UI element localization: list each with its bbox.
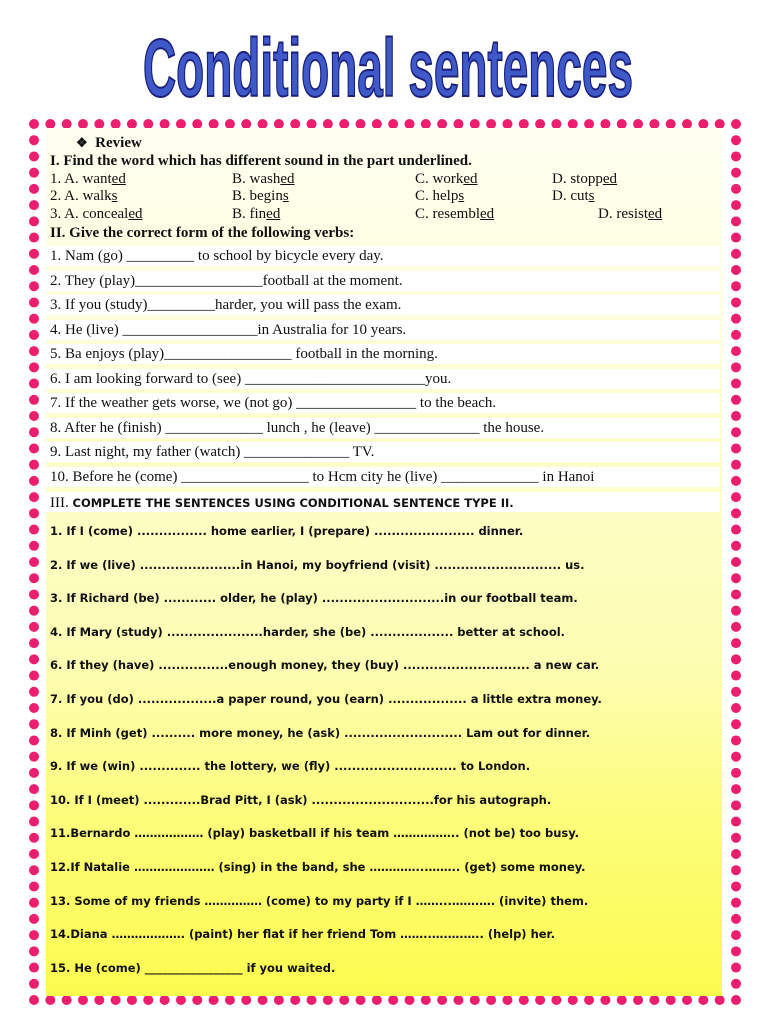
frame-dot [617,995,627,1005]
frame-dot [78,995,88,1005]
section-2-item: 9. Last night, my father (watch) ______________ TV. [50,444,375,460]
frame-dot [29,768,39,778]
section-3-heading [50,494,514,512]
frame-dot [29,362,39,372]
frame-dot [731,817,741,827]
section-1-option [415,205,494,223]
underlined-part: ed [128,206,143,222]
frame-dot [45,995,55,1005]
frame-dot [29,881,39,891]
frame-dot [731,460,741,470]
frame-dot [731,541,741,551]
frame-dot [29,914,39,924]
frame-dot [731,233,741,243]
frame-dot [29,849,39,859]
frame-dot [143,995,153,1005]
option-text: 2. A. walk [50,188,112,204]
review-heading [76,134,142,152]
frame-dot [535,995,545,1005]
frame-dot [731,297,741,307]
frame-dot [731,963,741,973]
frame-dot [731,995,741,1005]
option-text: C. resembl [415,206,480,222]
frame-dot [731,151,741,161]
frame-dot [339,995,349,1005]
frame-dot [29,865,39,875]
frame-dot [731,265,741,275]
section-3-item: 13. Some of my friends …………… (come) to my party if I ……...…….…. (invite) them. [50,893,589,908]
frame-dot [29,314,39,324]
frame-dot [209,995,219,1005]
frame-dot [29,281,39,291]
section-2-item: 1. Nam (go) _________ to school by bicycle every day. [50,248,384,264]
frame-dot [731,330,741,340]
section-3-item: 8. If Minh (get) .......... more money, he (ask) ........................... Lam out for dinner. [50,725,591,740]
frame-dot [62,995,72,1005]
frame-dot [372,995,382,1005]
underlined-part: ed [648,206,663,222]
frame-dot [29,379,39,389]
underlined-part: s [111,188,118,204]
frame-dot [731,833,741,843]
frame-dot [29,800,39,810]
underlined-part: s [588,188,595,204]
frame-dot [731,606,741,616]
option-text: D. cut [552,188,589,204]
frame-dot [731,184,741,194]
frame-dot [698,995,708,1005]
frame-dot [29,492,39,502]
section-1-option [232,170,295,188]
frame-dot [731,443,741,453]
frame-dot [437,995,447,1005]
frame-dot [731,395,741,405]
frame-dot [192,995,202,1005]
underlined-part: ed [480,206,495,222]
option-text: C. help [415,188,459,204]
frame-dot [29,752,39,762]
section-3-item: 9. If we (win) .............. the lottery, we (fly) ............................ to London. [50,759,531,774]
frame-dot [633,995,643,1005]
frame-dot [421,995,431,1005]
section-3-item: 3. If Richard (be) ............ older, he (play) ............................in our football team. [50,591,578,606]
option-text: B. wash [232,171,281,187]
frame-dot [29,979,39,989]
frame-dot [731,362,741,372]
frame-dot [29,395,39,405]
frame-dot [241,995,251,1005]
frame-dot [404,995,414,1005]
frame-dot [731,135,741,145]
frame-dot [388,995,398,1005]
frame-dot [731,589,741,599]
frame-dot [731,525,741,535]
frame-dot [731,703,741,713]
section-1-option [415,187,464,205]
section-3-item: 7. If you (do) ..................a paper round, you (earn) .................. a little extra money. [50,692,602,706]
frame-dot [29,687,39,697]
frame-dot [731,346,741,356]
frame-dot [29,119,39,129]
frame-dot [29,427,39,437]
section-1-option [50,170,126,188]
section-3-item: 2. If we (live) .......................in Hanoi, my boyfriend (visit) ............................. us. [50,557,585,572]
section-2-item: 3. If you (study)_________harder, you will pass the exam. [50,297,402,313]
frame-dot [731,411,741,421]
frame-dot [584,995,594,1005]
frame-dot [731,622,741,632]
frame-dot [731,573,741,583]
underlined-part: ed [280,171,295,187]
frame-dot [731,200,741,210]
frame-dot [274,995,284,1005]
frame-dot [470,995,480,1005]
frame-dot [731,476,741,486]
frame-dot [29,784,39,794]
option-text: 3. A. conceal [50,206,129,222]
section-1-option [415,170,478,188]
frame-dot [29,476,39,486]
section-1-option [552,187,595,205]
section-1-option [598,205,662,223]
frame-dot [29,930,39,940]
frame-dot [731,687,741,697]
frame-dot [486,995,496,1005]
frame-dot [731,930,741,940]
section-1-heading: I. Find the word which has different sound in the part underlined. [50,153,472,169]
frame-dot [29,135,39,145]
section-3-item: 12.If Natalie ………………… (sing) in the band, she …………...…….. (get) some money. [50,860,586,874]
frame-dot [731,216,741,226]
frame-dot [731,557,741,567]
section-2-item: 4. He (live) __________________in Australia for 10 years. [50,321,407,338]
frame-dot [519,995,529,1005]
frame-dot [29,671,39,681]
frame-dot [29,719,39,729]
frame-dot [29,573,39,583]
frame-dot [290,995,300,1005]
underlined-part: ed [266,206,281,222]
frame-dot [731,946,741,956]
frame-dot [29,817,39,827]
section-1-option [232,187,289,205]
frame-dot [29,297,39,307]
frame-dot [731,898,741,908]
frame-dot [29,508,39,518]
frame-dot [29,622,39,632]
frame-dot [568,995,578,1005]
frame-dot [29,411,39,421]
frame-dot [29,946,39,956]
frame-dot [29,833,39,843]
frame-dot [29,557,39,567]
frame-dot [29,638,39,648]
frame-dot [731,849,741,859]
frame-dot [29,151,39,161]
underlined-part: ed [111,171,126,187]
frame-dot [731,800,741,810]
underlined-part: s [282,188,289,204]
option-text: B. begin [232,188,283,204]
frame-dot [29,200,39,210]
section-3-heading-text: COMPLETE THE SENTENCES USING CONDITIONAL SENTENCE TYPE II. [72,496,514,510]
frame-dot [160,995,170,1005]
section-3-item: 1. If I (come) ................ home earlier, I (prepare) ....................... dinner. [50,524,524,538]
frame-dot [731,249,741,259]
frame-dot [731,492,741,502]
frame-dot [29,995,39,1005]
frame-dot [731,979,741,989]
frame-dot [731,752,741,762]
frame-dot [29,703,39,713]
frame-dot [29,606,39,616]
frame-dot [715,995,725,1005]
section-3-item: 11.Bernardo ……………… (play) basketball if his team …………….. (not be) too busy. [50,826,580,841]
frame-dot [29,963,39,973]
frame-dot [29,184,39,194]
option-text: 1. A. want [50,171,112,187]
section-1-option [232,205,280,223]
frame-dot [731,768,741,778]
frame-dot [682,995,692,1005]
frame-dot [731,168,741,178]
frame-dot [731,281,741,291]
section-3-item: 4. If Mary (study) ......................harder, she (be) ................... better at school. [50,624,566,639]
frame-dot [731,784,741,794]
frame-dot [356,995,366,1005]
frame-dot [29,541,39,551]
section-3-item: 6. If they (have) ................enough money, they (buy) ............................. a new car. [50,658,600,673]
frame-dot [29,265,39,275]
section-2-heading: II. Give the correct form of the following verbs: [50,225,355,241]
worksheet-title: Conditional sentences [143,23,633,114]
frame-dot [600,995,610,1005]
frame-dot [323,995,333,1005]
section-2-item: 6. I am looking forward to (see) ________________________you. [50,370,452,387]
section-2-item: 8. After he (finish) _____________ lunch , he (leave) ______________ the house. [50,419,545,436]
underlined-part: ed [463,171,478,187]
frame-dot [94,995,104,1005]
section-2-item: 2. They (play)_________________football at the moment. [50,272,403,289]
underlined-part: ed [602,171,618,187]
frame-dot [731,314,741,324]
frame-dot [731,914,741,924]
frame-dot [29,330,39,340]
frame-dot [29,589,39,599]
frame-dot [731,119,741,129]
frame-dot [731,379,741,389]
frame-dot [731,671,741,681]
section-1-option [50,205,142,223]
section-3-item: 10. If I (meet) .............Brad Pitt, I (ask) ............................for his autograph. [50,792,552,807]
frame-dot [29,346,39,356]
section-1-option [552,170,617,188]
frame-dot [307,995,317,1005]
frame-dot [731,865,741,875]
frame-dot [29,654,39,664]
frame-dot [111,995,121,1005]
option-text: C. work [415,171,464,187]
frame-dot [29,168,39,178]
frame-dot [731,508,741,518]
frame-dot [29,898,39,908]
section-2-item: 10. Before he (come) _________________ to Hcm city he (live) _____________ in Hanoi [50,468,595,485]
frame-dot [29,460,39,470]
underlined-part: s [458,188,465,204]
frame-dot [29,216,39,226]
frame-dot [502,995,512,1005]
section-3-item: 14.Diana ………………. (paint) her flat if her friend Tom ……..….….….. (help) her. [50,927,555,942]
frame-dot [29,525,39,535]
frame-dot [225,995,235,1005]
frame-dot [176,995,186,1005]
frame-dot [731,881,741,891]
option-text: D. resist [598,206,648,222]
section-3-number: III. [50,495,69,511]
option-text: D. stopp [552,171,603,187]
section-2-item: 7. If the weather gets worse, we (not go) ________________ to the beach. [50,395,497,411]
section-1-option [50,187,118,205]
frame-dot [127,995,137,1005]
diamond-bullet-icon: ❖ [76,135,88,150]
frame-dot [29,735,39,745]
section-2-item: 5. Ba enjoys (play)_________________ football in the morning. [50,346,438,362]
title-banner [0,4,768,124]
frame-dot [29,233,39,243]
frame-dot [649,995,659,1005]
frame-dot [731,427,741,437]
frame-dot [29,443,39,453]
frame-dot [551,995,561,1005]
review-label: Review [95,135,142,151]
frame-dot [29,249,39,259]
frame-dot [666,995,676,1005]
frame-dot [731,735,741,745]
section-3-item: 15. He (come) _________________ if you waited. [50,960,336,975]
option-text: B. fin [232,206,267,222]
frame-dot [731,638,741,648]
frame-dot [258,995,268,1005]
frame-dot [731,719,741,729]
frame-dot [731,654,741,664]
frame-dot [453,995,463,1005]
